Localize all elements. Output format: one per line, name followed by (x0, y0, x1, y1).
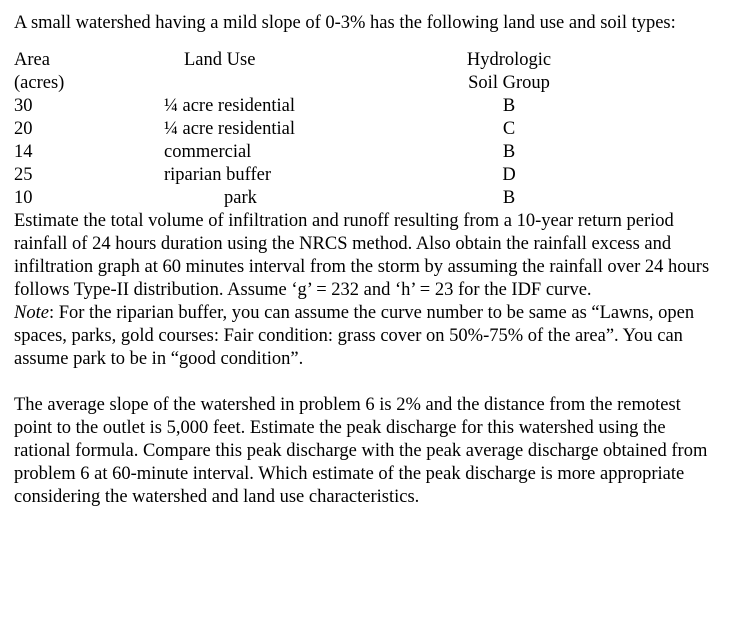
note-label: Note (14, 303, 49, 323)
land-use-cell: park (224, 188, 257, 208)
soil-group-cell: C (502, 119, 516, 139)
land-use-cell: ¼ acre residential (164, 96, 295, 116)
area-cell: 25 (14, 165, 33, 185)
soil-group-header-line-2: Soil Group (468, 73, 550, 93)
land-use-cell: commercial (164, 142, 252, 162)
area-column (14, 49, 134, 210)
spacer (164, 72, 424, 95)
land-use-column (164, 49, 424, 210)
area-cell: 30 (14, 96, 33, 116)
soil-group-cell: B (502, 142, 516, 162)
soil-group-cell: B (502, 96, 516, 116)
land-use-cell: riparian buffer (164, 165, 272, 185)
soil-group-column (454, 49, 564, 210)
land-use-header: Land Use (184, 50, 256, 70)
intro-paragraph: A small watershed having a mild slope of 0-3% has the following land use and soil types: (14, 13, 676, 33)
note-paragraph (14, 302, 714, 371)
area-cell: 14 (14, 142, 33, 162)
land-use-table (14, 49, 714, 208)
area-cell: 20 (14, 119, 33, 139)
soil-group-header-line-1: Hydrologic (466, 50, 552, 70)
document-page (14, 12, 714, 509)
note-text: : For the riparian buffer, you can assume the curve number to be same as “Lawns, open spaces, parks, gold courses: Fair condition: grass cover on 50%-75% of the area”. You can assume park to be in “good condition”. (14, 303, 695, 369)
area-header-line-2: (acres) (14, 73, 65, 93)
area-header-line-1: Area (14, 50, 50, 70)
problem-2-paragraph: The average slope of the watershed in problem 6 is 2% and the distance from the remotest point to the outlet is 5,000 feet. Estimate the peak discharge for this watershed using the rational formula. Compare this peak discharge with the peak average discharge obtained from problem 6 at 60-minute interval. Which estimate of the peak discharge is more appropriate considering the watershed and land use characteristics. (14, 395, 708, 507)
soil-group-cell: D (502, 165, 516, 185)
area-cell: 10 (14, 188, 33, 208)
land-use-cell: ¼ acre residential (164, 119, 295, 139)
soil-group-cell: B (502, 188, 516, 208)
problem-paragraph: Estimate the total volume of infiltration and runoff resulting from a 10-year return period rainfall of 24 hours duration using the NRCS method. Also obtain the rainfall excess and infiltration graph at 60 minutes interval from the storm by assuming the rainfall over 24 hours follows Type-II distribution. Assume ‘g’ = 232 and ‘h’ = 23 for the IDF curve. (14, 211, 710, 300)
